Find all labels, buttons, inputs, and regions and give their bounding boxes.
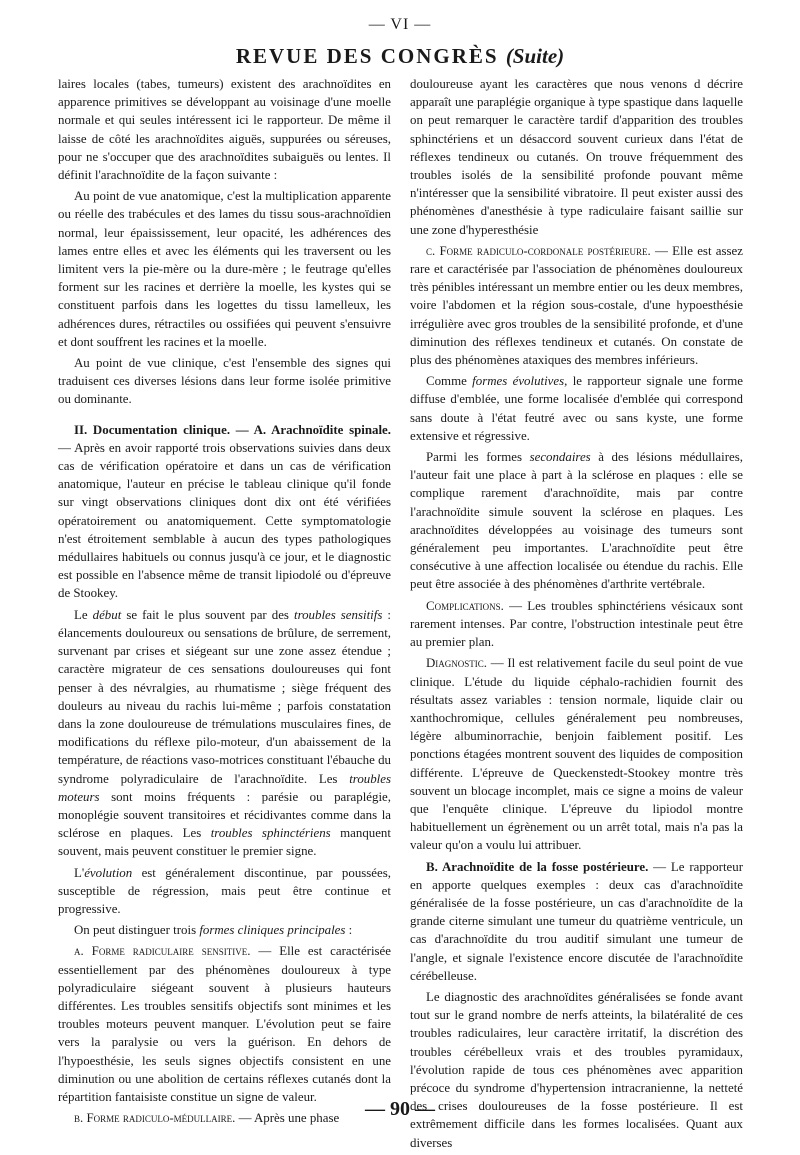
journal-title xyxy=(0,44,800,69)
text-run: Le xyxy=(74,607,88,622)
paragraph-text: — Les troubles sphinctériens vésicaux sont rarement intenses. Par contre, l'obstruction intestinale peut être au premier plan. xyxy=(410,598,743,650)
paragraph: douloureuse ayant les caractères que nous venons d décrire apparaît une paraplégie organique à type spastique dans laquelle on peut remarquer le caractère tardif d'apparition des troubles sphinctériens et un désaccord souvent curieux dans l'état de réflexes tendineux ou cutanés. On trouve fréquemment des troubles isolés de la sensibilité profonde pouvant même n'intéresser que la sensibilité vibratoire. Il peut exister aussi des phénomènes d'anesthésie à type radiculaire faisant saillie sur une zone d'hyperesthésie xyxy=(410,77,743,237)
page-number: — 90 — xyxy=(365,1098,435,1120)
section-heading: B. Arachnoïdite de la fosse postérieure. xyxy=(426,859,649,874)
paragraph-evolution xyxy=(58,864,391,919)
italic-term: troubles sphinctériens xyxy=(210,826,331,841)
paragraph: laires locales (tabes, tumeurs) existent des arachnoïdites en apparence primitives se développant au voisinage d'une moelle normale et qui seules intéressent ici le rapporteur. De même il laisse de côté les arachnoïdites aiguës, suppurées ou séreuses, pour ne s'occuper que des arachnoïdites subaiguës ou lentes. Il définit l'arachnoïdite de la façon suivante : xyxy=(58,77,391,183)
small-caps-label: c. Forme radiculo-cordonale postérieure. xyxy=(426,243,651,258)
text-run: à des lésions médullaires, l'auteur fait une place à part à la sclérose en plaques : elle se complique rarement d'arachnoïdite, mais par contre l'arachnoïdite simule souvent la sclérose en plaques. Les arachnoïdites développées au voisinage des tumeurs sont généralement peu importantes. L'arachnoïdite peut être consécutive à une affection localisée ou étendue du rachis. Elle peut être associée à des phénomènes d'arthrite vertébrale. xyxy=(410,450,743,592)
italic-term: secondaires xyxy=(529,450,591,465)
paragraph-text: — Après en avoir rapporté trois observations suivies dans deux cas de vérification opératoire et dans un cas de vérification anatomique, l'auteur en précise le tableau clinique qu'il fonde sur vingt observations cliniques dont dix ont été vérifiées opératoirement ou anatomiquement. Cette symptomatologie n'est étroitement semblable à aucun des types pathologiques médullaires habituels ou connus jusqu'à ce jour, et le diagnostic est possible en l'absence même de transit lipiodolé ou d'épreuve de Stookey. xyxy=(58,440,391,601)
small-caps-label: b. Forme radiculo-médullaire. xyxy=(74,1111,236,1126)
text-run: se fait le plus souvent par des xyxy=(126,607,289,622)
text-run: , le rapporteur signale une forme diffuse d'emblée, une forme localisée d'emblée qui correspond sans doute à l'état feutré avec ou sans kyste, une forme extensive et régressive. xyxy=(410,374,743,443)
italic-term: troubles sensitifs xyxy=(293,607,383,622)
text-run: Parmi les formes xyxy=(426,450,523,465)
paragraph-complications xyxy=(410,597,743,652)
italic-term: troubles moteurs xyxy=(58,771,391,804)
small-caps-label: Complications. xyxy=(426,598,504,613)
italic-term: évolution xyxy=(84,865,133,880)
small-caps-label: Diagnostic. xyxy=(426,656,488,671)
text-run: Comme xyxy=(426,374,467,389)
paragraph-diagnostic xyxy=(410,654,743,854)
text-run: : xyxy=(348,923,353,938)
text-run: manquent souvent, mais peuvent constituer le premier signe. xyxy=(58,826,391,859)
paragraph: Au point de vue anatomique, c'est la multiplication apparente ou réelle des trabécules et des lames du tissu sous-arachnoïdien normal, leur épaississement, leur opacité, les adhérences des lames entre elles et avec les éléments qui les traversent ou les limitent vers la pie-mère ou la dure-mère ; le feutrage qu'elles forment sur les racines et derrière la moelle, les kystes qui se constituent parfois dans les logettes du tissu lamelleux, les adhérences dures, rétractiles ou ossifiées qui peuvent s'ensuivre et dont souffrent les racines et la moelle. xyxy=(58,189,391,349)
small-caps-label: a. Forme radiculaire sensitive. xyxy=(74,944,251,959)
text-run: On peut distinguer trois xyxy=(74,923,197,938)
journal-title-text: REVUE DES CONGRÈS xyxy=(235,44,499,68)
paragraph-text: — Après une phase xyxy=(238,1111,340,1126)
text-run: : élancements douloureux ou sensations de brûlure, de serrement, survenant par crises et siégeant sur une zone assez étendue ; caractère migrateur de ces sensations douloureuses qui font penser à des névralgies, au rhumatisme ; siège fréquent des douleurs au niveau du rachis lui-même ; parfois constatation dans la zone douloureuse de trémulations musculaires fines, de modifications du réflexe pilo-moteur, d'un abaissement de la température, de réactions vaso-motrices constituant l'ébauche du syndrome polyradiculaire de l'arachnoïdite. Les xyxy=(58,607,391,786)
journal-title-suffix: (Suite) xyxy=(505,44,565,68)
paragraph-forme-c xyxy=(410,242,743,369)
paragraph-formes-evolutives xyxy=(410,372,743,445)
left-column xyxy=(58,75,391,1130)
paragraph-text: — Elle est caractérisée essentiellement par des phénomènes douloureux à type polyradiculaire siégeant souvent à plusieurs hauteurs différentes. Les troubles sensitifs objectifs sont minimes et les troubles moteurs peuvent manquer. L'évolution peut se faire vers la paralysie ou vers la guérison. En dehors de l'hypoesthésie, les seuls signes objectifs consistent en une diminution ou une abolition de certains réflexes cutanés dont la répartition fantaisiste constitue un signe de valeur. xyxy=(58,944,391,1104)
paragraph: Au point de vue clinique, c'est l'ensemble des signes qui traduisent ces diverses lésions dans leur forme isolée primitive ou dominante. xyxy=(58,356,391,407)
paragraph-text: — Il est relativement facile du seul point de vue clinique. L'étude du liquide céphalo-rachidien fournit des résultats assez variables : tension normale, liquide clair ou xanthochromique, cellules généralement peu nombreuses, légère albuminorrachie, benjoin faiblement positif. Les ponctions étagées montrent souvent des liquides de composition différente. L'épreuve de Queckenstedt-Stookey montre très souvent un blocage incomplet, mais ce signe a moins de valeur que l'enquête clinique. L'épreuve du lipiodol montre habituellement un égrènement ou un arrêt total, mais n'a pas la valeur qu'on a voulu lui attribuer. xyxy=(410,656,743,853)
italic-term: formes évolutives xyxy=(472,374,565,389)
right-column xyxy=(410,75,743,1155)
text-run: est généralement discontinue, par poussées, susceptible de régression, mais peut être continue et progressive. xyxy=(58,865,391,916)
text-run: sont moins fréquents : parésie ou paraplégie, monoplégie souvent transitoires et récidivantes comme dans la sclérose en plaques. Les xyxy=(58,789,391,841)
section-heading: II. Documentation clinique. — A. Arachnoïdite spinale. xyxy=(74,422,391,437)
paragraph-forme-a xyxy=(58,942,391,1106)
italic-term: formes cliniques principales xyxy=(199,923,346,938)
paragraph-secondaires xyxy=(410,448,743,594)
paragraph-documentation-clinique xyxy=(58,421,391,603)
paragraph: Le diagnostic des arachnoïdites généralisées se fonde avant tout sur le grand nombre de nerfs atteints, la bilatéralité de ces troubles radiculaires, leur caractère irritatif, la discrétion des troubles cérébelleux vrais et des troubles pyramidaux, l'évolution rapide de tous ces phénomènes avec apparition précoce du syndrome d'hypertension intracranienne, la netteté des crises douloureuses de la fosse postérieure. Il est extrêmement difficile dans les formes localisées. Quant aux diverses xyxy=(410,989,743,1150)
paragraph-formes xyxy=(58,921,391,939)
text-run: L' xyxy=(74,865,85,880)
paragraph-debut xyxy=(58,606,391,861)
page-folio-roman: — VI — xyxy=(368,16,432,33)
italic-term: début xyxy=(92,607,122,622)
paragraph-fosse-posterieure xyxy=(410,858,743,985)
paragraph-text: — Elle est assez rare et caractérisée par l'association de phénomènes douloureux très pénibles intéressant un membre entier ou les deux membres, voire l'abdomen et la région sous-costale, d'une hypoesthésie irrégulière avec gros troubles de la sensibilité profonde, et d'une diminution des réflexes tendineux et cutanés. On constate de plus des phénomènes ataxiques des membres inférieurs. xyxy=(410,243,743,368)
paragraph-text: — Le rapporteur en apporte quelques exemples : deux cas d'arachnoïdite généralisée de la fosse postérieure, un cas d'arachnoïdite de la grande citerne simulant une tumeur du quatrième ventricule, un cas d'arachnoïdite du trou auditif simulant une tumeur de l'angle, et signale l'existence encore discutée de l'arachnoïdite cérébelleuse. xyxy=(410,859,743,983)
